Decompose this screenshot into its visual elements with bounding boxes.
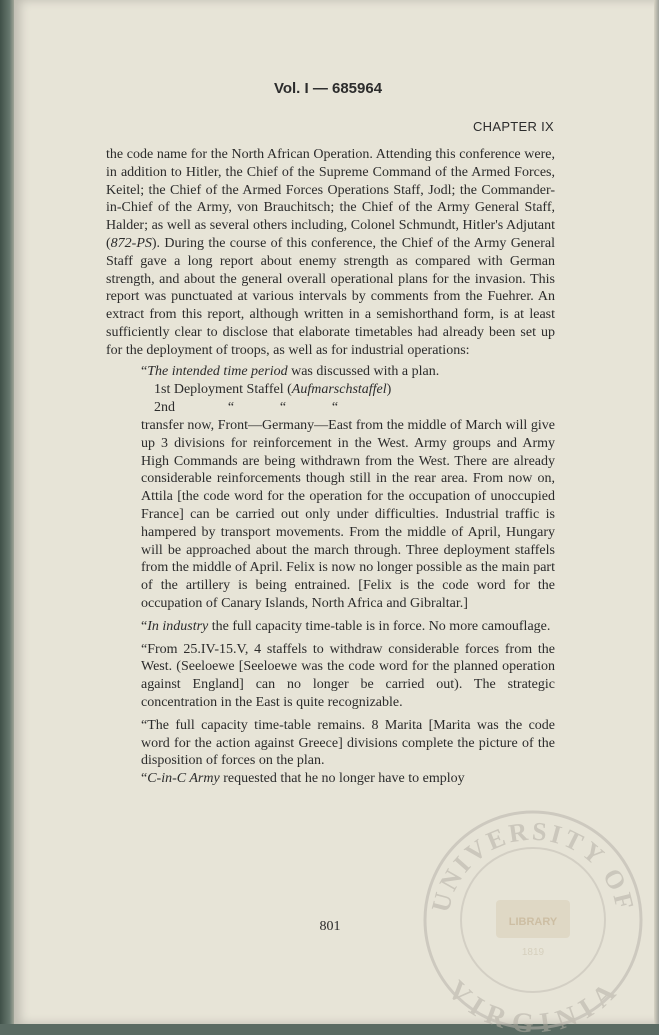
- stamp-bottom-text: VIRGINIA: [441, 974, 625, 1035]
- document-reference: 872-PS: [110, 235, 152, 251]
- page-edge: [654, 0, 659, 1024]
- volume-header: Vol. I — 685964: [273, 80, 383, 97]
- stamp-top-text: UNIVERSITY OF: [425, 816, 641, 916]
- deployment-line-2: [154, 399, 555, 417]
- quote-text: was discussed with a plan.: [287, 363, 440, 379]
- deployment-2-label: 2nd: [154, 400, 175, 416]
- paragraph-intro: [106, 146, 555, 360]
- intro-text-continued: ). During the course of this conference, the Chief of the Army General Staff gave a long report about enemy strength as compared with German strength, and about the general overall operational plans for the invasion. This report was punctuated at various intervals by comments from the Fuehrer. An extract from this report, although written in a semishorthand form, is at least sufficiently clear to disclose that elaborate timetables had already been set up for the deployment of troops, as well as for industrial operations:: [106, 235, 555, 358]
- library-stamp: [418, 805, 648, 1035]
- quote-transfer: transfer now, Front—Germany—East from the middle of March will give up 3 divisions for reinforcement in the West. Army groups and Army High Commands are being withdrawn from the West. There are already considerable reinforcements though still in the rear area. From now on, Attila [the code word for the operation for the occupation of unoccupied France] can be carried out only under difficulties. Industrial traffic is hampered by transport movements. From the middle of April, Hungary will be approached about the march through. Three deployment staffels from the middle of April. Felix is now no longer possible as the main part of the artillery is being entrained. [Felix is the code word for the occupation of Canary Islands, North Africa and Gibraltar.]: [141, 417, 555, 611]
- quote-c-in-c: [141, 770, 555, 788]
- open-quote: “: [141, 618, 148, 634]
- page-number: 801: [319, 919, 341, 934]
- deployment-1-german: Aufmarschstaffel: [291, 382, 387, 398]
- deployment-1-label: 1st Deployment Staffel (: [154, 382, 292, 398]
- quote-marita: “The full capacity time-table remains. 8 Marita [Marita was the code word for the action against Greece] divisions complete the picture of the disposition of forces on the plan.: [141, 717, 555, 769]
- quote-emphasis: C-in-C Army: [147, 771, 220, 787]
- quote-text: requested that he no longer have to employ: [219, 771, 465, 787]
- quote-emphasis: The intended time period: [147, 363, 288, 379]
- page-body: [106, 146, 555, 788]
- stamp-year: 1819: [521, 947, 545, 958]
- chapter-heading: CHAPTER IX: [472, 119, 554, 134]
- ditto-mark: “: [279, 400, 287, 416]
- ditto-mark: “: [331, 400, 339, 416]
- deployment-line-1: [154, 381, 555, 399]
- ditto-mark: “: [227, 400, 235, 416]
- quote-emphasis: In industry: [147, 618, 209, 634]
- quote-intended-time: [106, 363, 555, 381]
- quote-text: the full capacity time-table is in force. No more camouflage.: [208, 618, 551, 634]
- intro-text: the code name for the North African Operation. Attending this conference were, in addition to Hitler, the Chief of the Supreme Command of the Armed Forces, Keitel; the Chief of the Armed Forces Operations Staff, Jodl; the Commander-in-Chief of the Army, von Brauchitsch; the Chief of the Army General Staff, Halder; as well as several others including, Colonel Schmundt, Hitler's Adjutant (: [106, 147, 555, 251]
- stamp-center-text: LIBRARY: [508, 916, 558, 928]
- open-quote: “: [141, 363, 148, 379]
- quote-industry: [141, 618, 555, 636]
- quote-staffels: “From 25.IV-15.V, 4 staffels to withdraw considerable forces from the West. (Seeloewe [Seeloewe was the code word for the planned operation against England] can no longer be carried out). The strategic concentration in the East is quite recognizable.: [141, 641, 555, 710]
- open-quote: “: [141, 771, 148, 787]
- deployment-1-close: ): [386, 382, 392, 398]
